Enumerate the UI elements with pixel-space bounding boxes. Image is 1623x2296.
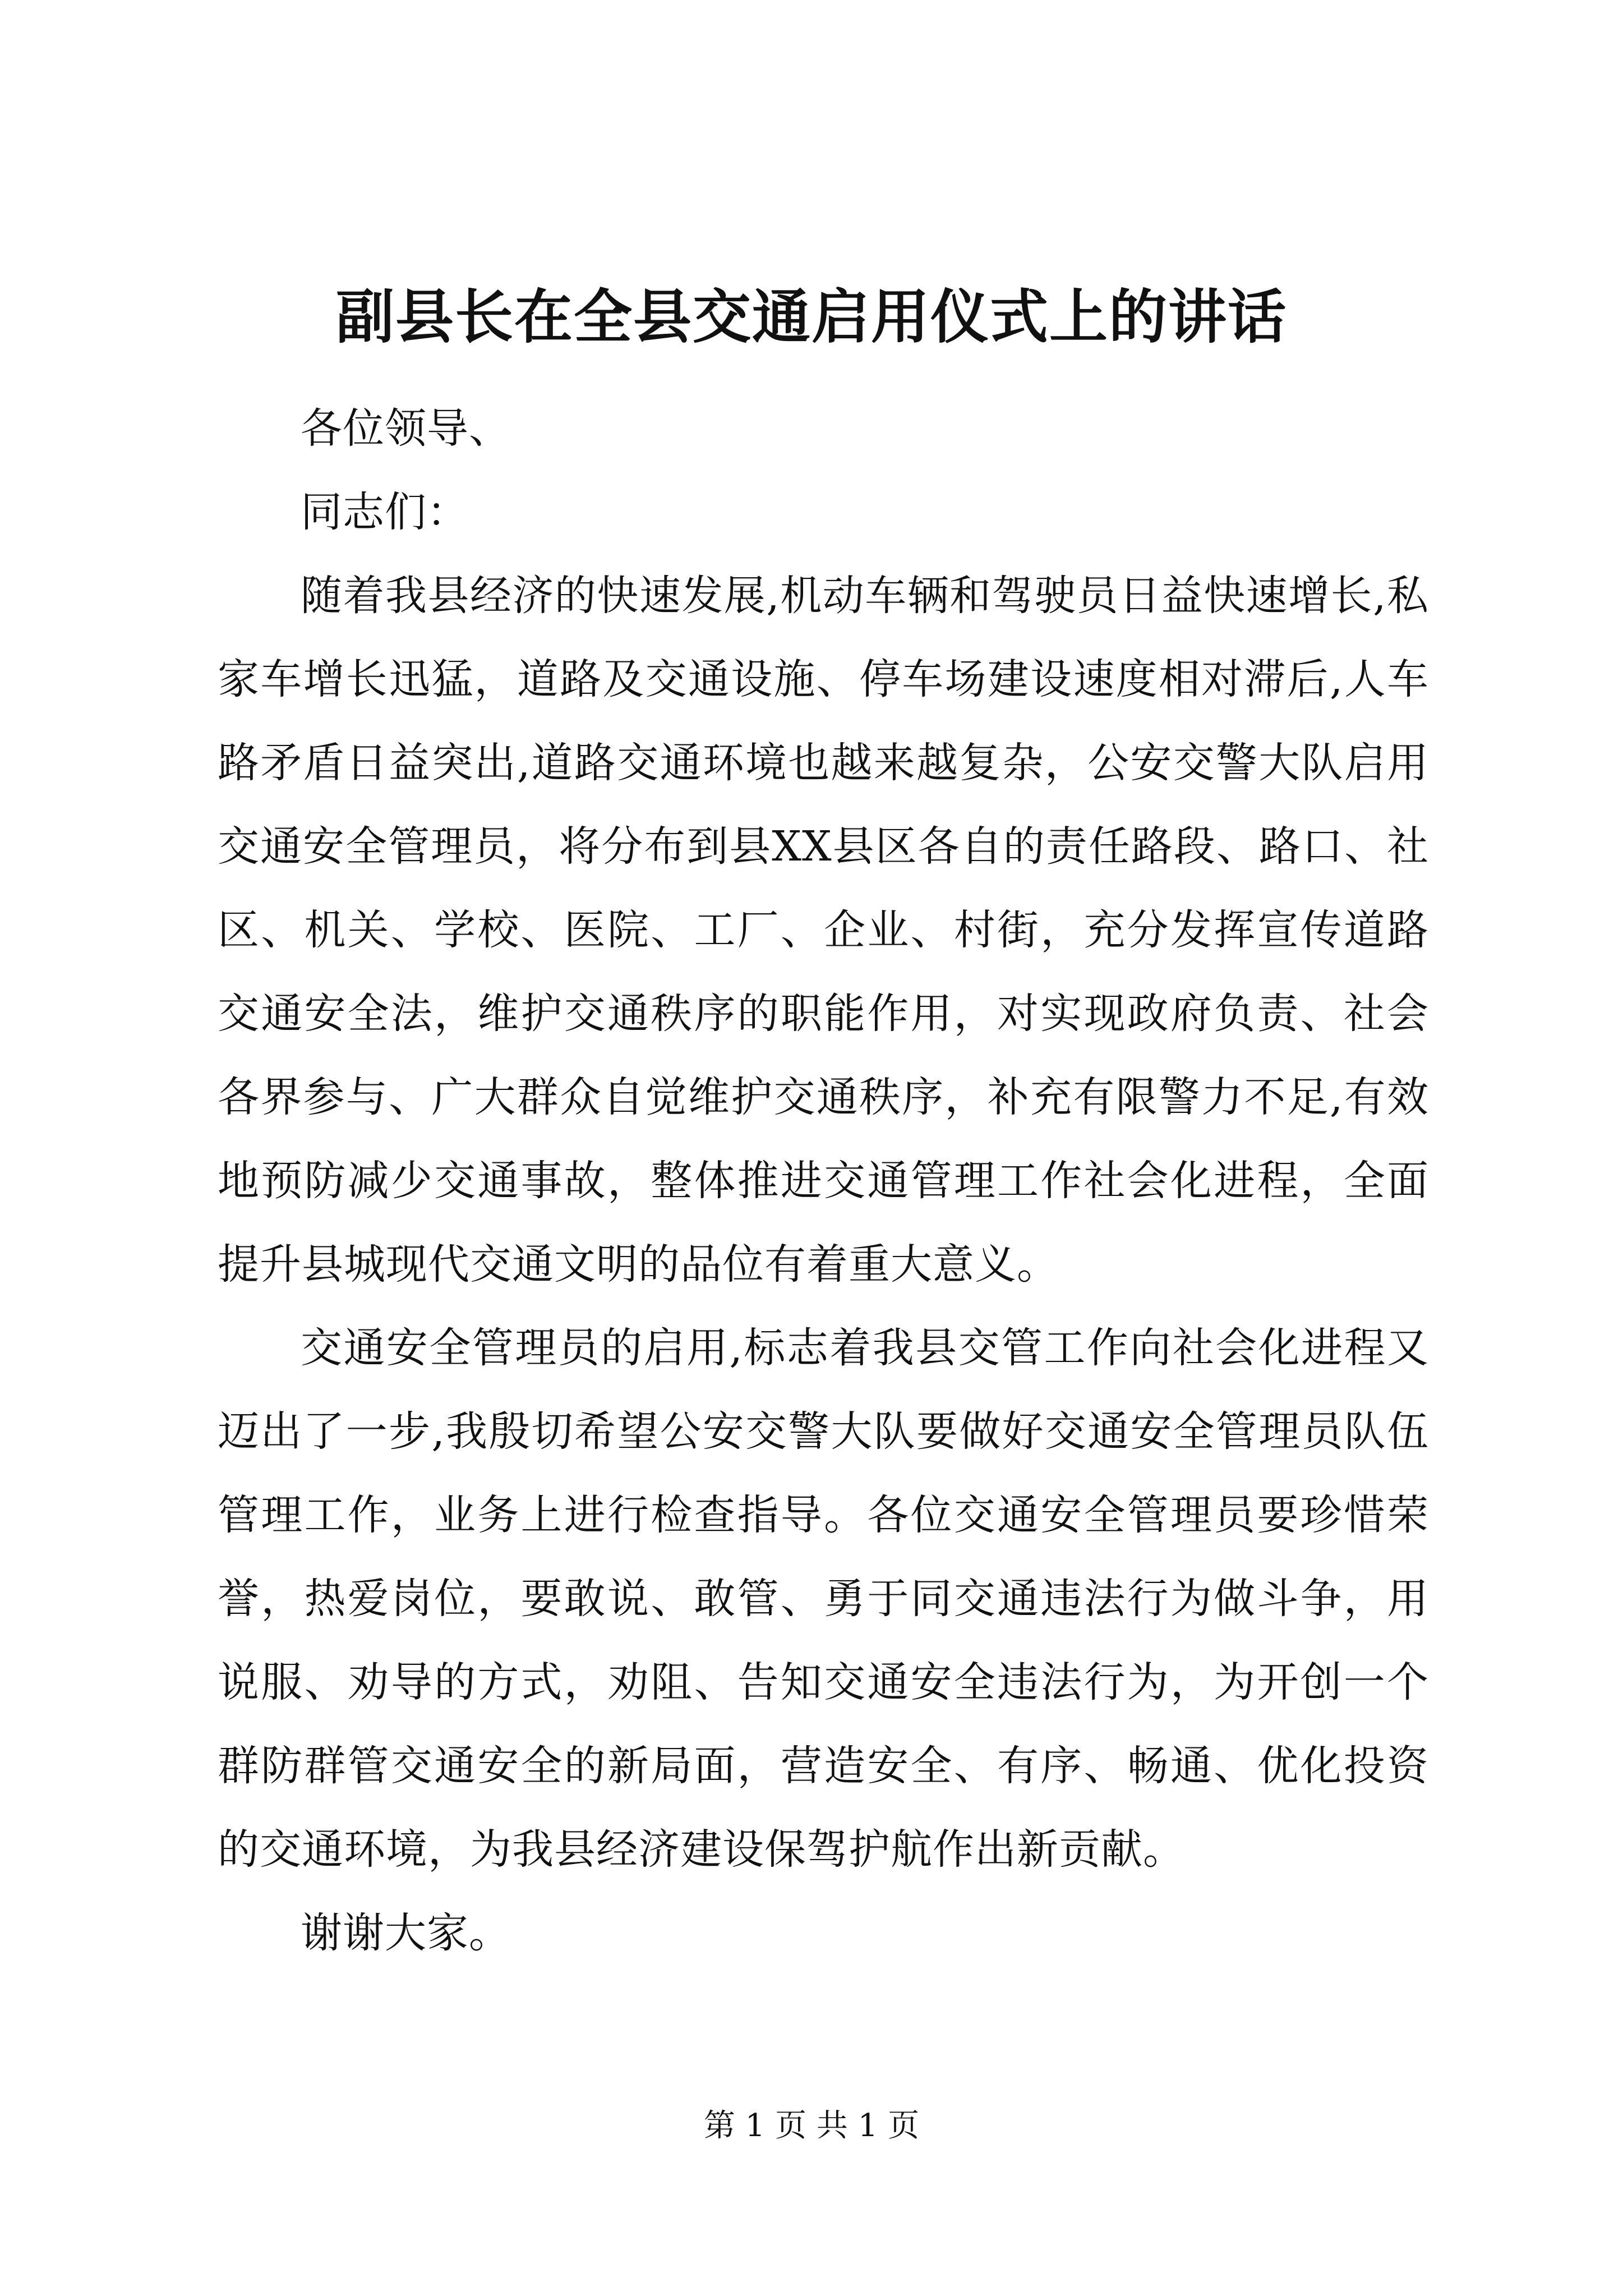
paragraph-2: 交通安全管理员的启用,标志着我县交管工作向社会化进程又迈出了一步,我殷切希望公安交警大队要做好交通安全管理员队伍管理工作，业务上进行检查指导。各位交通安全管理员要珍惜荣誉，热爱岗位，要敢说、敢管、勇于同交通违法行为做斗争，用说服、劝导的方式，劝阻、告知交通安全违法行为，为开创一个群防群管交通安全的新局面，营造安全、有序、畅通、优化投资的交通环境，为我县经济建设保驾护航作出新贡献。 <box>218 1324 1429 1874</box>
closing-thanks: 谢谢大家。 <box>301 1909 511 1957</box>
document-title: 副县长在全县交通启用仪式上的讲话 <box>335 282 1287 351</box>
page-footer: 第 1 页 共 1 页 <box>703 2108 920 2144</box>
paragraph-1: 随着我县经济的快速发展,机动车辆和驾驶员日益快速增长,私家车增长迅猛，道路及交通设施、停车场建设速度相对滞后,人车路矛盾日益突出,道路交通环境也越来越复杂，公安交警大队启用交通安全管理员，将分布到县XX县区各自的责任路段、路口、社区、机关、学校、医院、工厂、企业、村街，充分发挥宣传道路交通安全法，维护交通秩序的职能作用，对实现政府负责、社会各界参与、广大群众自觉维护交通秩序，补充有限警力不足,有效地预防减少交通事故，整体推进交通管理工作社会化进程，全面提升县城现代交通文明的品位有着重大意义。 <box>218 572 1429 1289</box>
document-body <box>218 387 1429 1975</box>
salutation-comrades: 同志们： <box>301 488 469 536</box>
salutation-leaders: 各位领导、 <box>301 404 511 453</box>
